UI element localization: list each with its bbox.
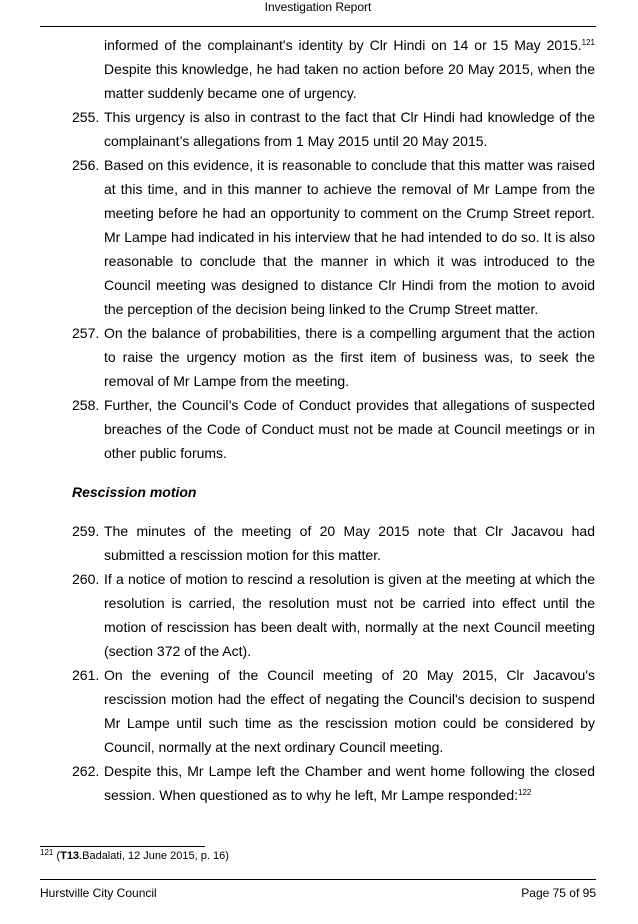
footnote-number: 121 [40,848,54,857]
paragraph-259 [72,519,595,567]
continuation-text-2: Despite this knowledge, he had taken no action before 20 May 2015, when the matter suddenly became one of urgency. [104,61,595,101]
footnote-ref-122[interactable]: 122 [518,788,532,797]
paragraph-continuation [72,33,595,105]
paragraph-text: The minutes of the meeting of 20 May 2015 note that Clr Jacavou had submitted a rescission motion for this matter. [104,523,595,563]
paragraph-text: On the balance of probabilities, there is a compelling argument that the action to raise the urgency motion as the first item of business was, to seek the removal of Mr Lampe from the meeting. [104,325,595,389]
paragraph-262 [72,759,595,807]
footnote-source: T13 [60,850,80,862]
paragraph-260 [72,567,595,663]
paragraph-text: Based on this evidence, it is reasonable to conclude that this matter was raised at this time, and in this manner to achieve the removal of Mr Lampe from the meeting before he had an opportunity to comment on the Crump Street report. Mr Lampe had indicated in his interview that he had intended to do so. It is also reasonable to conclude that the manner in which it was introduced to the Council meeting was designed to distance Clr Hindi from the motion to avoid the perception of the decision being linked to the Crump Street matter. [104,157,595,317]
paragraph-text: This urgency is also in contrast to the fact that Clr Hindi had knowledge of the complainant’s allegations from 1 May 2015 until 20 May 2015. [104,109,595,149]
footnote-ref-121[interactable]: 121 [581,38,595,47]
paragraph-number: 260. [72,571,100,587]
paragraph-number: 259. [72,523,100,539]
page-footer [40,879,596,910]
paragraph-text: On the evening of the Council meeting of 20 May 2015, Clr Jacavou's rescission motion had the effect of negating the Council's decision to suspend Mr Lampe until such time as the rescission motion could be considered by Council, normally at the next ordinary Council meeting. [104,667,595,755]
paragraph-number: 262. [72,763,100,779]
paragraph-number: 255. [72,109,100,125]
paragraph-text: If a notice of motion to rescind a resolution is given at the meeting at which the resolution is carried, the resolution must not be carried into effect until the motion of rescission has been dealt with, normally at the next Council meeting (section 372 of the Act). [104,571,595,659]
paragraph-257 [72,321,595,393]
paragraph-261 [72,663,595,759]
page-header [40,0,596,27]
paragraph-text: Despite this, Mr Lampe left the Chamber and went home following the closed session. When questioned as to why he left, Mr Lampe responded: [104,763,595,803]
header-title: Investigation Report [264,0,372,14]
footnote-open-paren: ( [56,850,61,862]
continuation-text: informed of the complainant's identity by Clr Hindi on 14 or 15 May 2015. [104,37,582,53]
paragraph-number: 258. [72,397,100,413]
paragraph-number: 261. [72,667,100,683]
page-number: Page 75 of 95 [521,886,596,900]
section-heading: Rescission motion [72,484,197,500]
footnote-text: .Badalati, 12 June 2015, p. 16) [79,850,229,862]
document-body [72,33,595,807]
paragraph-text: Further, the Council’s Code of Conduct provides that allegations of suspected breaches of the Code of Conduct must not be made at Council meetings or in other public forums. [104,397,595,461]
footnote-121 [40,849,229,863]
paragraph-256 [72,153,595,321]
footer-organization: Hurstville City Council [40,886,157,900]
footnote-separator [40,846,205,847]
paragraph-255 [72,105,595,153]
paragraph-number: 256. [72,157,100,173]
paragraph-number: 257. [72,325,100,341]
paragraph-258 [72,393,595,465]
